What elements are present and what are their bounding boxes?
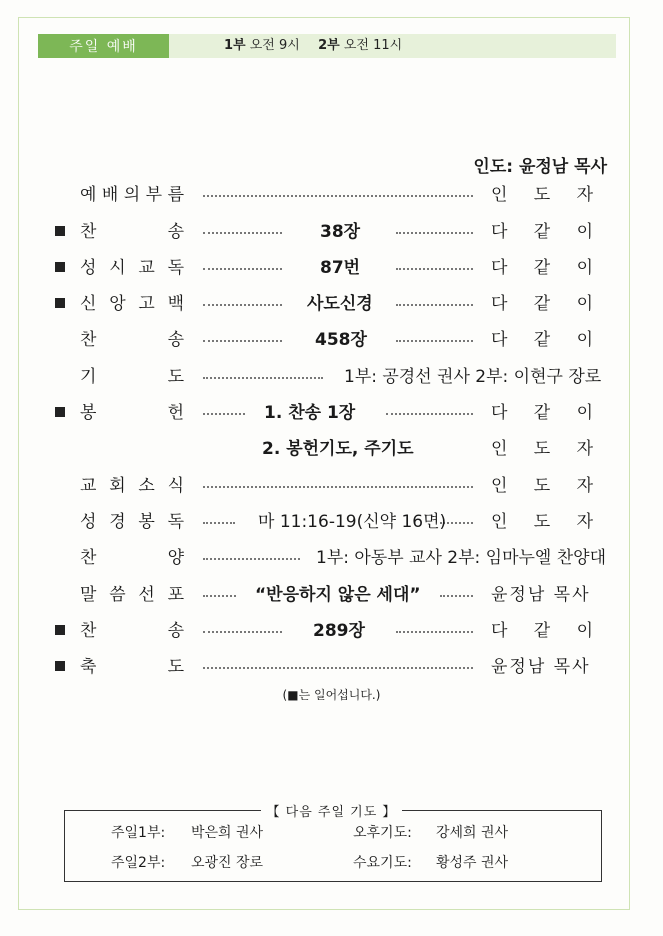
item-content: 1부: 공경선 권사 2부: 이현구 장로 xyxy=(344,367,602,387)
item-content: 1. 찬송 1장 xyxy=(264,403,356,423)
worship-leader: 인도: 윤정남 목사 xyxy=(473,157,607,177)
header-label: 주일 예배 xyxy=(38,34,169,58)
item-role: 인 도 자 xyxy=(491,512,593,532)
item-content: 458장 xyxy=(315,330,367,350)
service-times xyxy=(224,34,402,58)
next-week-title: 【 다음 주일 기도 】 xyxy=(0,801,663,820)
order-item xyxy=(0,325,663,357)
item-content: 87번 xyxy=(320,258,361,278)
prayer-person: 오광진 장로 xyxy=(191,855,264,871)
order-item xyxy=(0,580,663,612)
service-header xyxy=(38,34,616,58)
prayer-label: 주일2부: xyxy=(111,855,166,871)
item-role: 윤정남 목사 xyxy=(491,585,591,605)
item-role: 인 도 자 xyxy=(491,185,593,205)
dot-leader xyxy=(203,232,282,234)
item-role: 윤정남 목사 xyxy=(491,657,591,677)
item-name: 교 회 소 식 xyxy=(80,476,184,496)
dot-leader xyxy=(396,232,473,234)
dot-leader xyxy=(203,340,282,342)
service1-time: 오전 9시 xyxy=(249,38,300,53)
item-content: 1부: 아동부 교사 2부: 임마누엘 찬양대 xyxy=(316,548,607,568)
item-name: 축 도 xyxy=(80,657,184,677)
item-content: 38장 xyxy=(320,222,361,242)
item-content: “반응하지 않은 세대” xyxy=(255,585,421,605)
prayer-person: 황성주 권사 xyxy=(436,855,509,871)
item-role: 다 같 이 xyxy=(491,330,593,350)
prayer-label: 주일1부: xyxy=(111,825,166,841)
order-item xyxy=(0,217,663,249)
dot-leader xyxy=(203,304,282,306)
order-item xyxy=(0,616,663,648)
dot-leader xyxy=(203,595,236,597)
item-name: 기 도 xyxy=(80,367,184,387)
standing-bullet xyxy=(55,298,65,308)
item-name: 찬 양 xyxy=(80,548,184,568)
dot-leader xyxy=(203,667,473,669)
prayer-person: 강세희 권사 xyxy=(436,825,509,841)
item-name: 찬 송 xyxy=(80,330,184,350)
service2-part: 2부 xyxy=(318,38,340,53)
prayer-person: 박은희 권사 xyxy=(191,825,264,841)
item-role: 다 같 이 xyxy=(491,258,593,278)
order-item xyxy=(0,289,663,321)
item-role: 다 같 이 xyxy=(491,621,593,641)
dot-leader xyxy=(203,631,282,633)
standing-note: (■는 일어섭니다.) xyxy=(282,688,381,702)
standing-bullet xyxy=(55,407,65,417)
dot-leader xyxy=(203,268,282,270)
order-item xyxy=(0,652,663,684)
service2-time: 오전 11시 xyxy=(343,38,403,53)
prayer-label: 수요기도: xyxy=(353,855,412,871)
order-item xyxy=(0,543,663,575)
dot-leader xyxy=(396,631,473,633)
item-role: 다 같 이 xyxy=(491,222,593,242)
dot-leader xyxy=(203,486,473,488)
dot-leader xyxy=(396,304,473,306)
dot-leader xyxy=(386,413,473,415)
item-role: 다 같 이 xyxy=(491,294,593,314)
item-role: 인 도 자 xyxy=(491,439,593,459)
dot-leader xyxy=(203,195,473,197)
order-item xyxy=(0,253,663,285)
standing-bullet xyxy=(55,625,65,635)
dot-leader xyxy=(396,340,473,342)
item-name: 찬 송 xyxy=(80,222,184,242)
service1-part: 1부 xyxy=(224,38,246,53)
order-item xyxy=(0,362,663,394)
item-name: 신 앙 고 백 xyxy=(80,294,184,314)
order-item xyxy=(0,434,663,466)
item-content: 마 11:16-19(신약 16면) xyxy=(258,512,447,532)
item-name: 예 배 의 부 름 xyxy=(80,185,184,205)
item-role: 인 도 자 xyxy=(491,476,593,496)
dot-leader xyxy=(203,522,235,524)
order-item xyxy=(0,398,663,430)
standing-bullet xyxy=(55,661,65,671)
dot-leader xyxy=(440,595,473,597)
item-name: 성 경 봉 독 xyxy=(80,512,184,532)
item-name: 봉 헌 xyxy=(80,403,184,423)
item-role: 다 같 이 xyxy=(491,403,593,423)
item-content: 사도신경 xyxy=(307,294,373,314)
order-item xyxy=(0,471,663,503)
item-name: 말 씀 선 포 xyxy=(80,585,184,605)
item-name: 성 시 교 독 xyxy=(80,258,184,278)
item-content: 2. 봉헌기도, 주기도 xyxy=(262,439,414,459)
standing-bullet xyxy=(55,262,65,272)
item-name: 찬 송 xyxy=(80,621,184,641)
order-item xyxy=(0,180,663,212)
prayer-label: 오후기도: xyxy=(353,825,412,841)
dot-leader xyxy=(203,377,323,379)
dot-leader xyxy=(203,413,245,415)
standing-bullet xyxy=(55,226,65,236)
item-content: 289장 xyxy=(313,621,365,641)
dot-leader xyxy=(396,268,473,270)
order-item xyxy=(0,507,663,539)
dot-leader xyxy=(203,558,300,560)
